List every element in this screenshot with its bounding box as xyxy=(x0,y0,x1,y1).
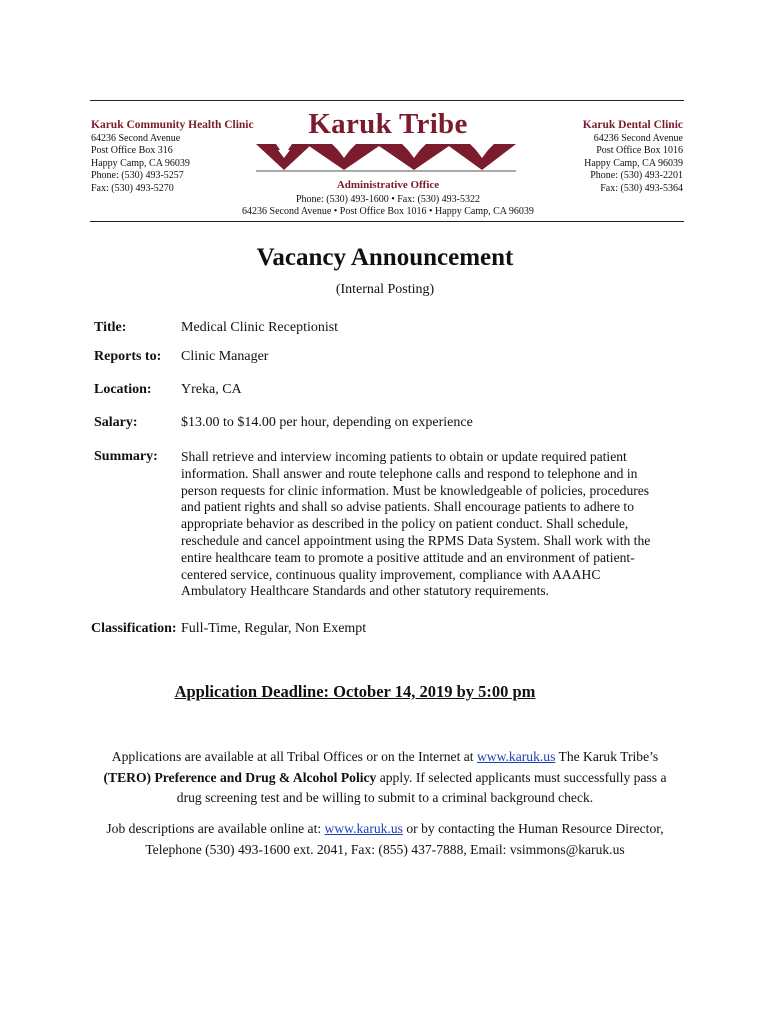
classification-value: Full-Time, Regular, Non Exempt xyxy=(181,621,367,636)
summary-line: centered service, continuous quality improvement, compliance with AAAHC xyxy=(181,566,601,582)
dental-clinic-phone: Phone: (530) 493-2201 xyxy=(590,170,683,182)
posting-type: (Internal Posting) xyxy=(335,282,435,297)
summary-line: reschedule and cancel appointment using the RPMS Data System. Shall work with the xyxy=(181,532,651,548)
reports-to-label: Reports to: xyxy=(94,349,162,364)
summary-line: information. Shall answer and route telephone calls and respond to telephone and in xyxy=(181,465,638,481)
job-descriptions-paragraph xyxy=(0,819,770,860)
location-value: Yreka, CA xyxy=(181,382,242,397)
administrative-office-address: 64236 Second Avenue • Post Office Box 1016 • Happy Camp, CA 96039 xyxy=(242,206,534,217)
dental-clinic-fax: Fax: (530) 493-5364 xyxy=(600,182,683,194)
dental-clinic-po-box: Post Office Box 1016 xyxy=(596,145,683,157)
applications-tribe-text: The Karuk Tribe’s xyxy=(555,749,659,764)
applications-policy-text: apply. If selected applicants must successfully pass a xyxy=(376,769,667,785)
dental-clinic-city: Happy Camp, CA 96039 xyxy=(584,157,683,169)
health-clinic-street: 64236 Second Avenue xyxy=(91,132,181,144)
summary-text xyxy=(181,449,661,600)
title-label: Title: xyxy=(94,320,127,335)
tribal-basket-pattern-icon xyxy=(256,142,516,172)
reports-to-value: Clinic Manager xyxy=(181,349,269,364)
dental-clinic-name: Karuk Dental Clinic xyxy=(582,119,683,131)
health-clinic-city: Happy Camp, CA 96039 xyxy=(91,157,190,169)
dental-clinic-address xyxy=(583,119,683,196)
applications-line-1 xyxy=(0,747,770,768)
health-clinic-name: Karuk Community Health Clinic xyxy=(91,119,254,131)
salary-value: $13.00 to $14.00 per hour, depending on experience xyxy=(181,415,473,430)
applications-line-3: drug screening test and be willing to submit to a criminal background check. xyxy=(176,790,594,805)
applications-intro-text: Applications are available at all Tribal Offices or on the Internet at xyxy=(111,749,477,764)
classification-label: Classification: xyxy=(91,621,177,636)
tero-policy-text: (TERO) Preference and Drug & Alcohol Policy xyxy=(103,769,377,785)
summary-line: Ambulatory Healthcare Standards and other statutory requirements. xyxy=(181,583,550,599)
application-deadline: Application Deadline: October 14, 2019 by 5:00 pm xyxy=(174,682,536,701)
dental-clinic-street: 64236 Second Avenue xyxy=(593,132,683,144)
salary-label: Salary: xyxy=(94,415,138,430)
job-descriptions-website-link[interactable]: www.karuk.us xyxy=(324,821,403,836)
summary-line: and patient rights and shall so advise patients. Shall encourage patients to adhere to xyxy=(181,499,635,515)
job-descriptions-intro-text: Job descriptions are available online at: xyxy=(106,821,325,836)
summary-line: person requests for clinic information. Must be knowledgeable of policies, procedures xyxy=(181,482,650,498)
karuk-tribe-logo-title: Karuk Tribe xyxy=(308,108,468,140)
letterhead-top-rule xyxy=(90,100,684,101)
karuk-website-link[interactable]: www.karuk.us xyxy=(476,749,556,764)
applications-paragraph xyxy=(0,747,770,809)
applications-line-2 xyxy=(0,768,770,789)
administrative-office-heading: Administrative Office xyxy=(336,179,440,191)
health-clinic-fax: Fax: (530) 493-5270 xyxy=(91,182,174,194)
health-clinic-phone: Phone: (530) 493-5257 xyxy=(91,170,184,182)
health-clinic-address xyxy=(91,119,254,196)
summary-line: Shall retrieve and interview incoming patients to obtain or update required patient xyxy=(181,449,627,464)
page-title: Vacancy Announcement xyxy=(256,244,514,271)
letterhead-bottom-rule xyxy=(90,221,684,222)
job-descriptions-hr-text: or by contacting the Human Resource Director, xyxy=(402,821,664,836)
hr-contact-details: Telephone (530) 493-1600 ext. 2041, Fax: (855) 437-7888, Email: vsimmons@karuk.us xyxy=(145,841,625,857)
job-descriptions-line-1 xyxy=(0,819,770,840)
health-clinic-po-box: Post Office Box 316 xyxy=(91,145,173,157)
title-value: Medical Clinic Receptionist xyxy=(181,320,339,335)
administrative-office-phone-fax: Phone: (530) 493-1600 • Fax: (530) 493-5322 xyxy=(295,194,481,205)
summary-line: appropriate behavior as described in the policy on patient conduct. Shall schedule, xyxy=(181,516,629,532)
summary-line: entire healthcare team to promote a positive attitude and an environment of patient- xyxy=(181,549,635,565)
summary-label: Summary: xyxy=(94,449,158,464)
location-label: Location: xyxy=(94,382,152,397)
